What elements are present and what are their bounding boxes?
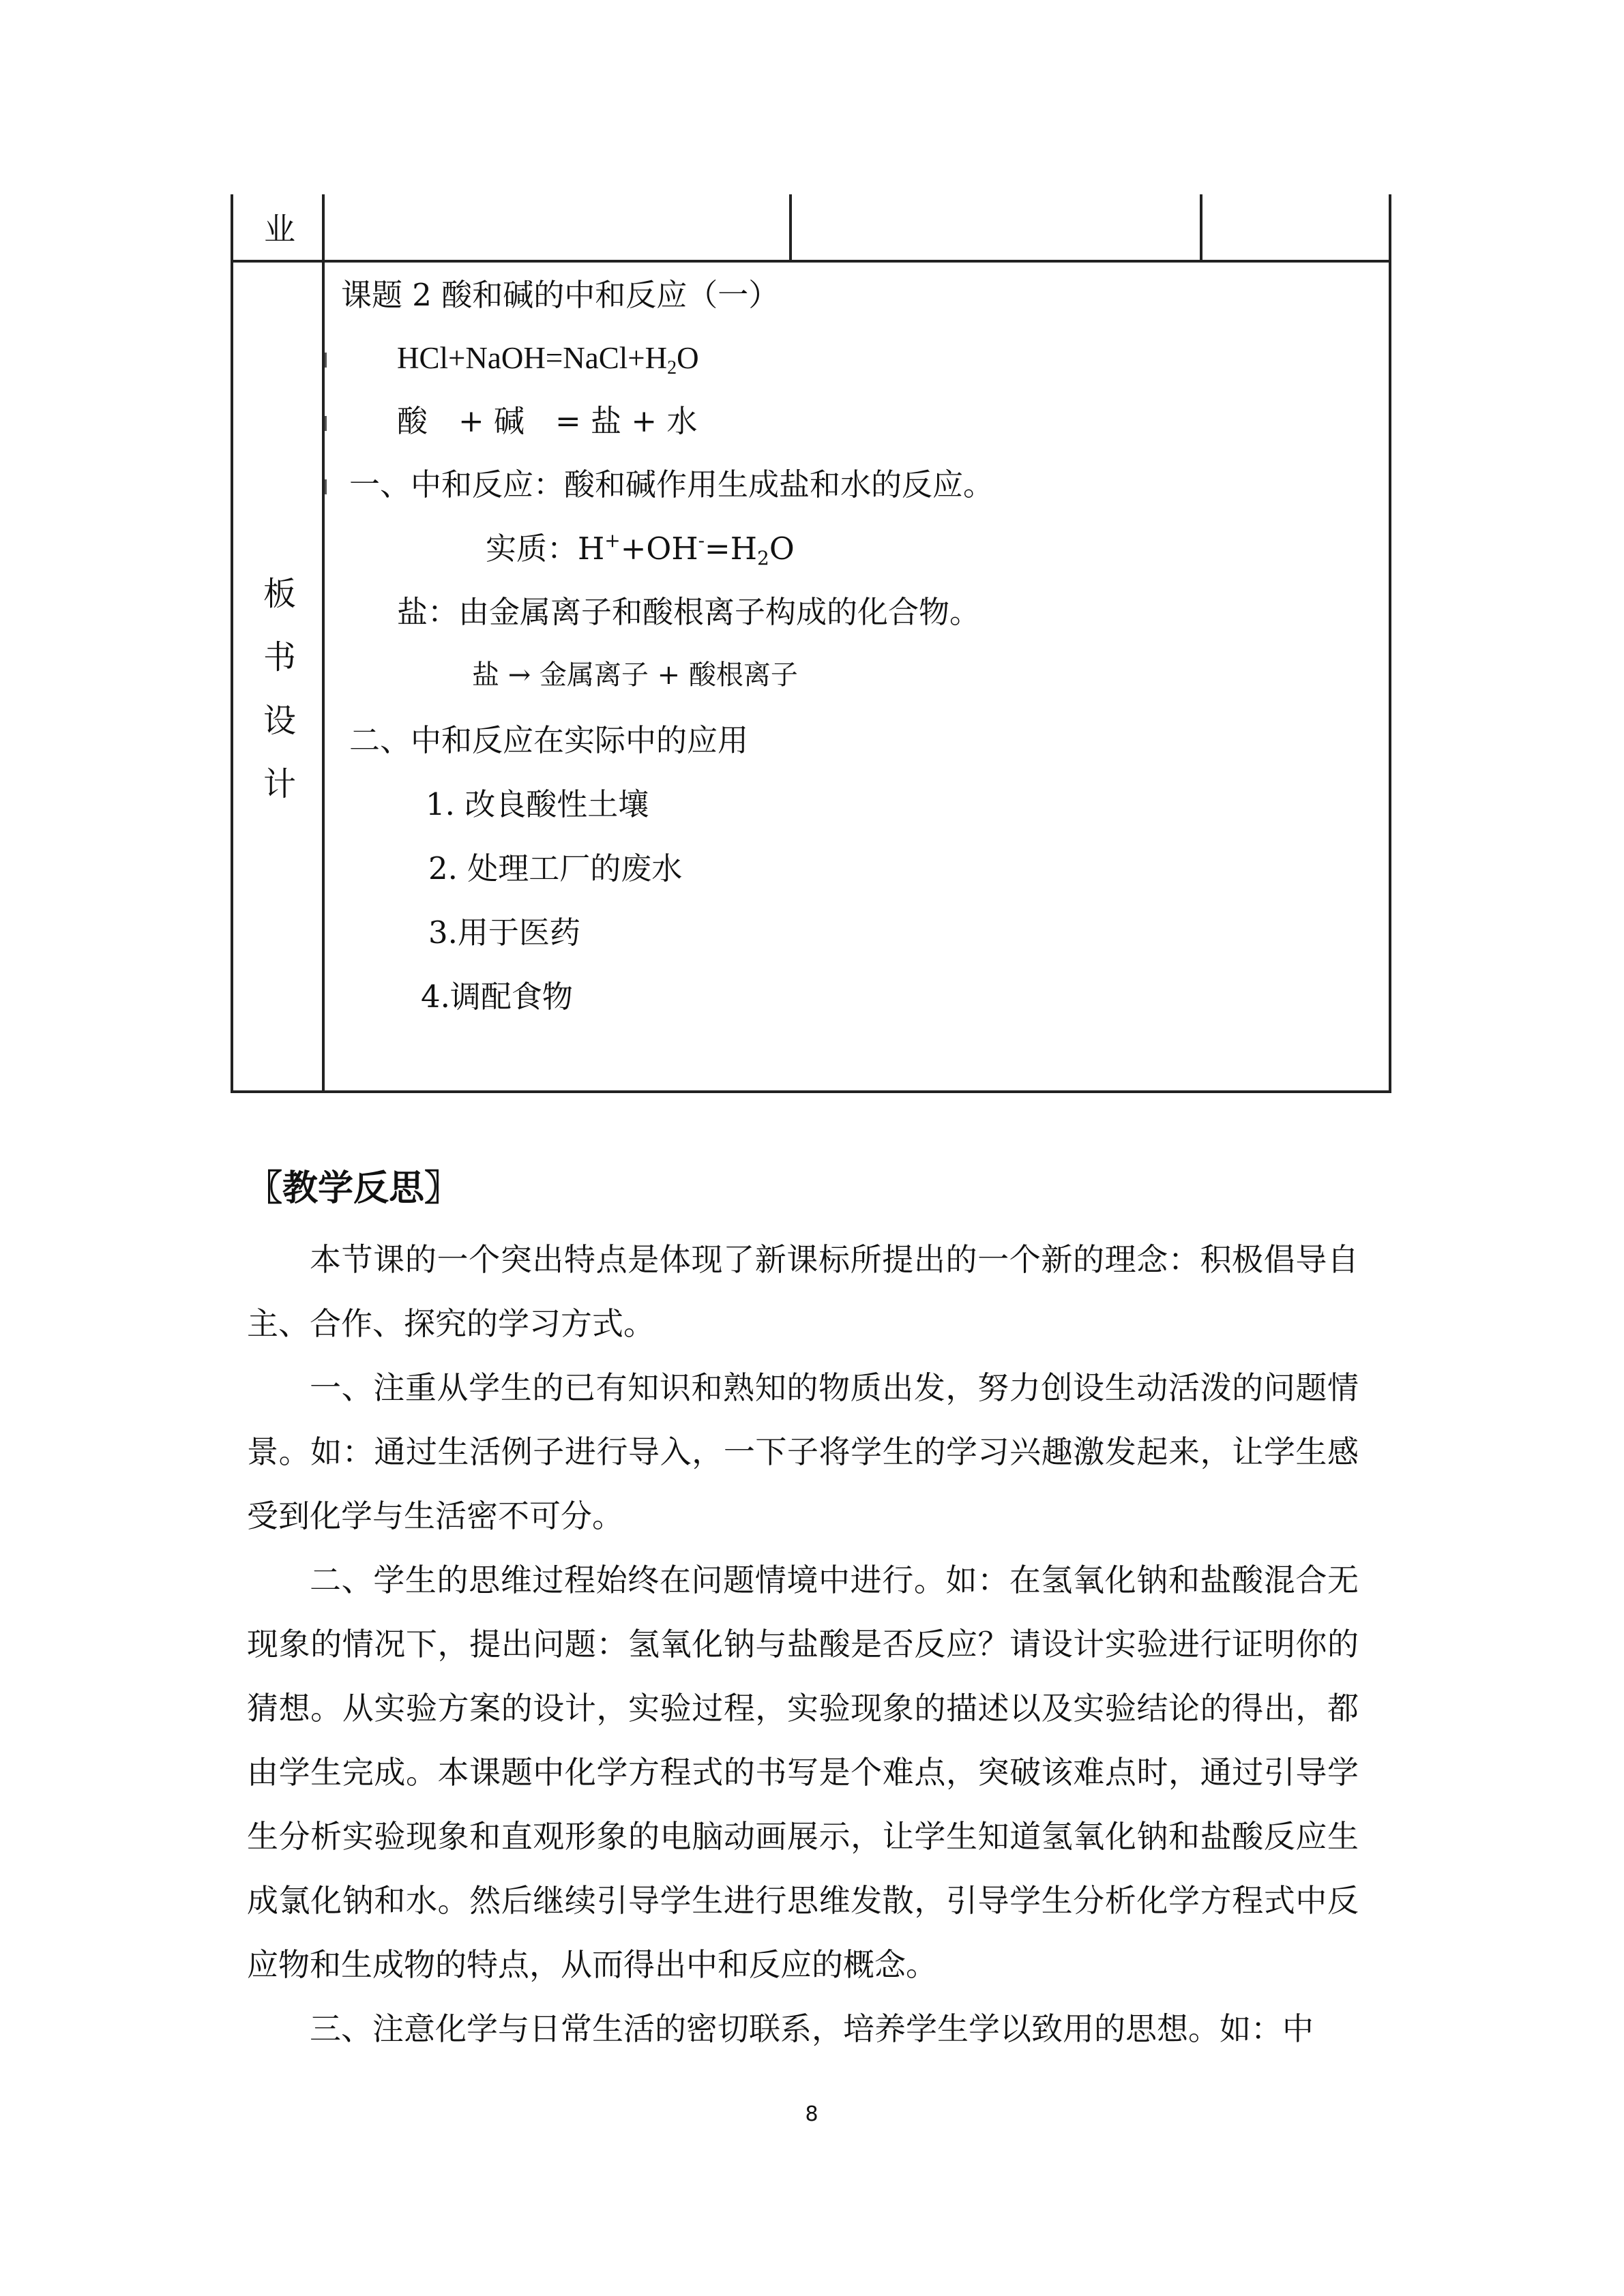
board-salt-definition: 盐：由金属离子和酸根离子构成的化合物。: [397, 594, 981, 630]
board-title: 课题 2 酸和碱的中和反应（一）: [341, 277, 780, 313]
board-label-char: 设: [263, 702, 296, 740]
table-col-divider: [322, 194, 325, 1090]
board-application-item: 2. 处理工厂的废水: [428, 850, 683, 886]
lesson-table: [231, 194, 1391, 1093]
table-col-divider: [789, 194, 792, 263]
board-design-label: [246, 563, 314, 816]
board-salt-composition: 盐 → 金属离子 + 酸根离子: [472, 659, 798, 691]
board-label-char: 计: [263, 765, 296, 803]
board-equation: $HCl+NaOH=NaCl+H_2O$: [397, 341, 699, 378]
paragraph-mark: [325, 416, 331, 431]
reflection-paragraph: 三、注意化学与日常生活的密切联系，培养学生学以致用的思想。如：中: [310, 2010, 1314, 2047]
board-application-item: 3.用于医药: [428, 914, 580, 951]
table-row-divider: [233, 260, 1391, 263]
board-label-char: 板: [263, 575, 296, 613]
paragraph-mark: [325, 479, 331, 494]
reflection-paragraph: 一、注重从学生的已有知识和熟知的物质出发，努力创设生动活泼的问题情景。如：通过生活例子进行导入，一下子将学生的学习兴趣激发起来，让学生感受到化学与生活密不可分。: [247, 1369, 1359, 1534]
board-neutralization-definition: 一、中和反应：酸和碱作用生成盐和水的反应。: [349, 466, 994, 503]
reflection-paragraph: 本节课的一个突出特点是体现了新课标所提出的一个新的理念：积极倡导自主、合作、探究的学习方式。: [247, 1241, 1359, 1342]
board-essence: 实质：$H^++OH^-=H_2O$: [486, 529, 795, 569]
board-label-char: 书: [263, 638, 296, 676]
reflection-heading: 〖教学反思〗: [247, 1167, 460, 1209]
board-application-item: 1. 改良酸性土壤: [426, 786, 649, 822]
board-word-equation: 酸 + 碱 = 盐 + 水: [397, 403, 698, 439]
reflection-paragraph: 二、学生的思维过程始终在问题情境中进行。如：在氢氧化钠和盐酸混合无现象的情况下，提出问题：氢氧化钠与盐酸是否反应？请设计实验进行证明你的猜想。从实验方案的设计，实验过程，实验现象的描述以及实验结论的得出，都由学生完成。本课题中化学方程式的书写是个难点，突破该难点时，通过引导学生分析实验现象和直观形象的电脑动画展示，让学生知道氢氧化钠和盐酸反应生成氯化钠和水。然后继续引导学生进行思维发散，引导学生分析化学方程式中反应物和生成物的特点，从而得出中和反应的概念。: [247, 1562, 1359, 1983]
homework-row-label: 业: [264, 211, 295, 248]
board-application-item: 4.调配食物: [421, 979, 573, 1015]
paragraph-mark: [325, 353, 331, 368]
board-section-two: 二、中和反应在实际中的应用: [349, 722, 749, 758]
page-number: 8: [805, 2102, 818, 2126]
table-col-divider: [1200, 194, 1202, 263]
